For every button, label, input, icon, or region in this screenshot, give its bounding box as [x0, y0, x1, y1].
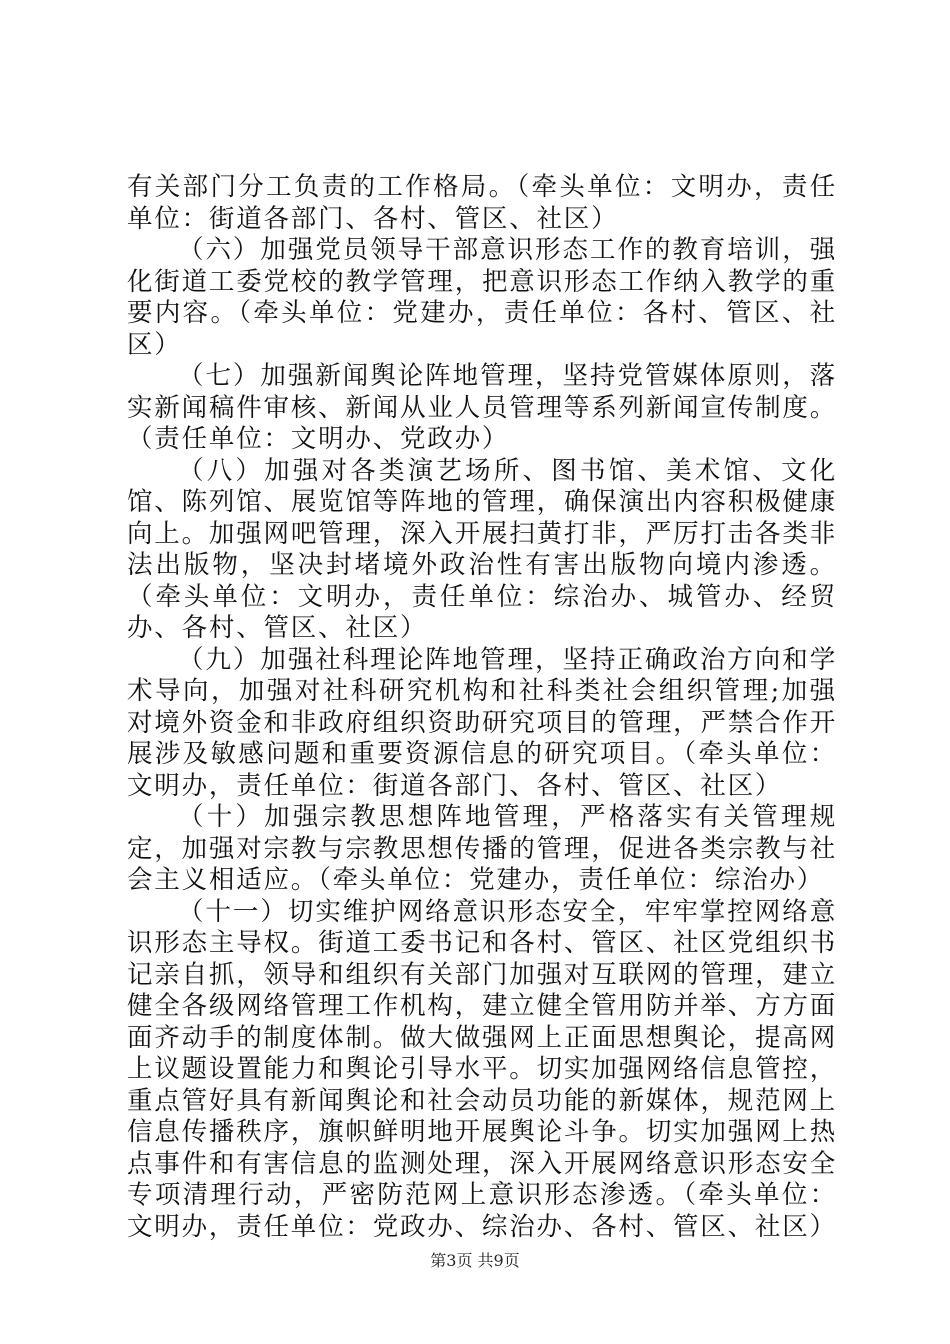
paragraph-item-6: （六）加强党员领导干部意识形态工作的教育培训，强化街道工委党校的教学管理，把意识形态工作纳入教学的重要内容。（牵头单位：党建办，责任单位：各村、管区、社区）: [127, 235, 837, 360]
paragraph-item-8: （八）加强对各类演艺场所、图书馆、美术馆、文化馆、陈列馆、展览馆等阵地的管理，确保演出内容积极健康向上。加强网吧管理，深入开展扫黄打非，严厉打击各类非法出版物，坚决封堵境外政治性有害出版物向境内渗透。（牵头单位：文明办，责任单位：综治办、城管办、经贸办、各村、管区、社区）: [127, 455, 837, 643]
paragraph-item-11: （十一）切实维护网络意识形态安全，牢牢掌控网络意识形态主导权。街道工委书记和各村、管区、社区党组织书记亲自抓，领导和组织有关部门加强对互联网的管理，建立健全各级网络管理工作机构，建立健全管用防并举、方方面面齐动手的制度体制。做大做强网上正面思想舆论，提高网上议题设置能力和舆论引导水平。切实加强网络信息管控，重点管好具有新闻舆论和社会动员功能的新媒体，规范网上信息传播秩序，旗帜鲜明地开展舆论斗争。切实加强网上热点事件和有害信息的监测处理，深入开展网络意识形态安全专项清理行动，严密防范网上意识形态渗透。（牵头单位：文明办，责任单位：党政办、综治办、各村、管区、社区）: [127, 896, 837, 1242]
paragraph-item-10: （十）加强宗教思想阵地管理，严格落实有关管理规定，加强对宗教与宗教思想传播的管理，促进各类宗教与社会主义相适应。（牵头单位：党建办，责任单位：综治办）: [127, 802, 837, 895]
paragraph-continuation: 有关部门分工负责的工作格局。（牵头单位：文明办，责任单位：街道各部门、各村、管区、社区）: [127, 172, 837, 234]
paragraph-item-9: （九）加强社科理论阵地管理，坚持正确政治方向和学术导向，加强对社科研究机构和社科类社会组织管理;加强对境外资金和非政府组织资助研究项目的管理，严禁合作开展涉及敏感问题和重要资源信息的研究项目。（牵头单位：文明办，责任单位：街道各部门、各村、管区、社区）: [127, 644, 837, 801]
document-body: [127, 172, 837, 1243]
page-number-footer: 第3页 共9页: [430, 1251, 520, 1270]
paragraph-item-7: （七）加强新闻舆论阵地管理，坚持党管媒体原则，落实新闻稿件审核、新闻从业人员管理等系列新闻宣传制度。（责任单位：文明办、党政办）: [127, 361, 837, 454]
